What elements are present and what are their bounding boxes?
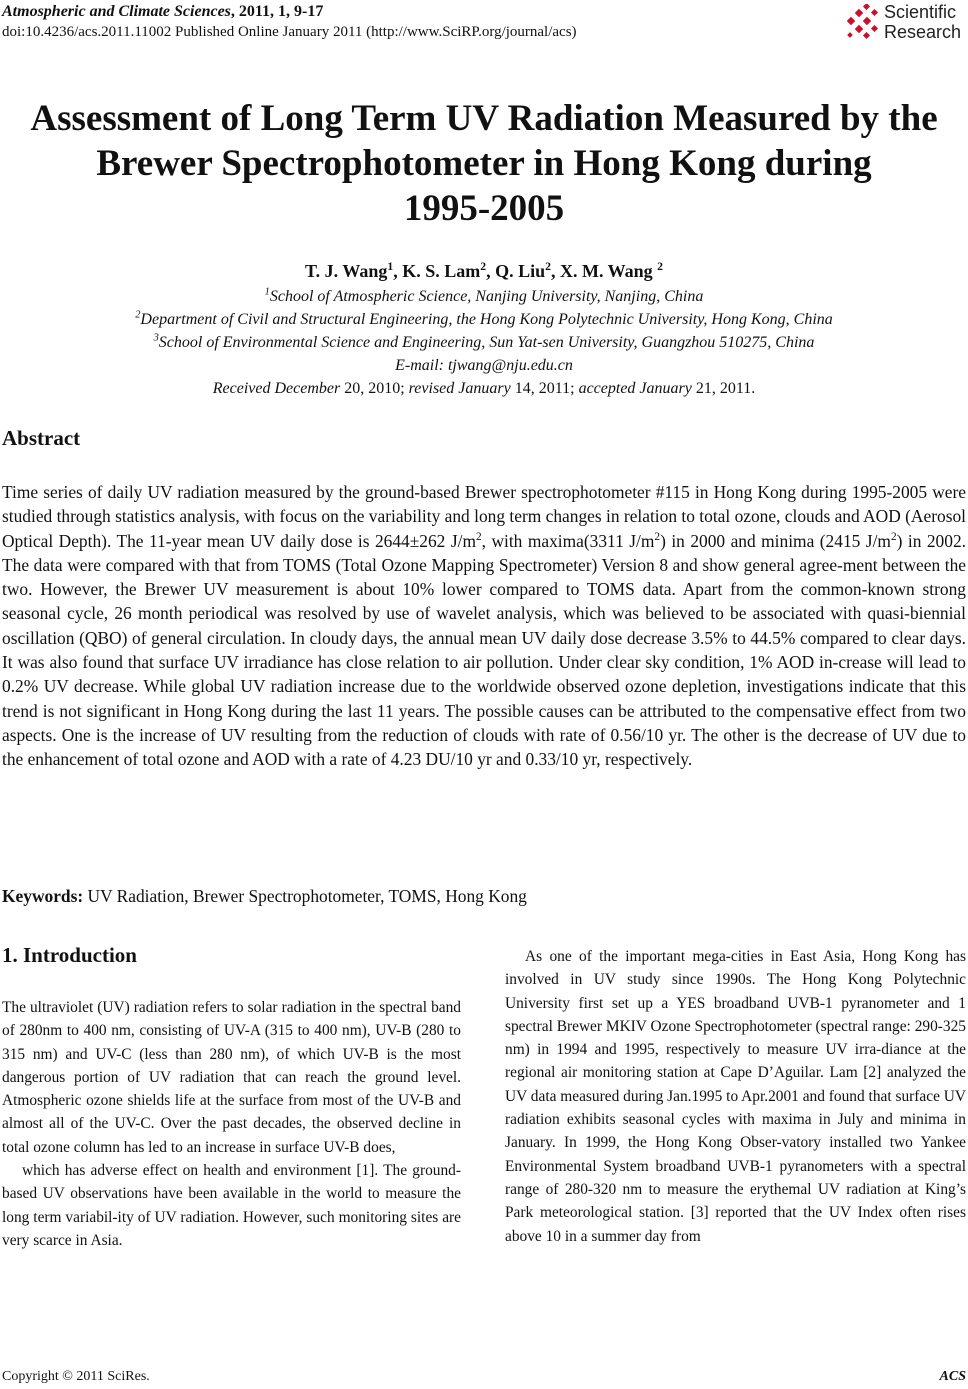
author-name: X. M. Wang [559,261,658,281]
paragraph: which has adverse effect on health and environment [1]. The ground-based UV observations have been available in the world to measure the long term variabil-ity of UV radiation. However, such monitoring sites are very scarce in Asia. [2,1162,461,1249]
paper-title [0,96,968,231]
footer-copyright: Copyright © 2011 SciRes. [2,1369,150,1384]
submission-dates: Received December 20, 2010; revised January 14, 2011; accepted January 21, 2011. [212,380,756,397]
section-heading-introduction: 1. Introduction [2,943,137,967]
email-address[interactable]: : tjwang@nju.edu.cn [438,357,573,374]
keywords [2,886,527,907]
doi-line: doi:10.4236/acs.2011.11002 Published Online January 2011 (http://www.SciRP.org/journal/acs) [2,24,577,40]
left-column [2,996,461,1252]
journal-name: Atmospheric and Climate Sciences [2,3,231,20]
email-line [0,356,968,376]
affiliation: $^1$School of Atmospheric Science, Nanjing University, Nanjing, China [264,286,704,305]
author-name: K. S. Lam [402,261,481,281]
author-name: T. J. Wang [305,261,388,281]
abstract-heading: Abstract [2,426,81,450]
author-name: Q. Liu [495,261,546,281]
footer-journal-abbr: ACS [939,1369,966,1384]
right-column [505,945,966,1248]
paragraph: The ultraviolet (UV) radiation refers to solar radiation in the spectral band of 280nm to 400 nm, consisting of UV-A (315 to 400 nm), UV-B (280 to 315 nm) and UV-C (less than 280 nm), of which UV-B is the most dangerous portion of UV radiation that can reach the ground level. Atmospheric ozone shields life at the surface from most of the UV-B and almost all of the UV-C. Over the past decades, the observed decline in total ozone column has led to an increase in surface UV-B does, [2,999,461,1156]
affiliation: $^2$Department of Civil and Structural Engineering, the Hong Kong Polytechnic University, Hong Kong, China [135,309,833,328]
publisher-logo [844,0,966,44]
title-line: Assessment of Long Term UV Radiation Measured by the [30,98,938,139]
abstract-text: Time series of daily UV radiation measured by the ground-based Brewer spectrophotometer #115 in Hong Kong during 1995-2005 were studied through statistics analysis, with focus on the variability and long term changes in relation to total ozone, clouds and AOD (Aerosol Optical Depth). The 11-year mean UV daily dose is 2644±262 $J/m^2$, with maxima(3311 $J/m^2$) in 2000 and minima (2415 $J/m^2$) in 2002. The data were compared with that from TOMS (Total Ozone Mapping Spectrometer) Version 8 and show general agree-ment between the two. However, the Brewer UV measurement is about 10% lower compared to TOMS data. Apart from the common-known strong seasonal cycle, 26 month periodical was resolved by use of wavelet analysis, which was believed to be associated with quasi-biennial oscillation (QBO) of general circulation. In cloudy days, the annual mean UV daily dose decrease 3.5% to 44.5% compared to clear days. It was also found that surface UV irradiance has close relation to air pollution. Under clear sky condition, 1% AOD in-crease will lead to 0.2% UV decrease. While global UV radiation increase due to the worldwide observed ozone depletion, investigations indicate that this trend is not significant in Hong Kong during the last 11 years. The possible causes can be attributed to the compensative effect from two aspects. One is the increase of UV resulting from the reduction of clouds with rate of 0.56/10 yr. The other is the decrease of UV due to the enhancement of total ozone and AOD with a rate of 4.23 DU/10 yr and 0.33/10 yr, respectively. [2,482,966,770]
title-line: 1995-2005 [403,188,565,229]
keywords-label: Keywords: [2,886,84,906]
paragraph: As one of the important mega-cities in East Asia, Hong Kong has involved in UV study since 1990s. The Hong Kong Polytechnic University first set up a YES broadband UVB-1 pyranometer and 1 spectral Brewer MKIV Ozone Spectrophotometer (spectral range: 290-325 nm) in 1994 and 1995, respectively to measure UV irra-diance at the regional air monitoring station at Cape D’Aguilar. Lam [2] analyzed the UV data measured during Jan.1995 to Apr.2001 and found that surface UV radiation exhibits seasonal cycles with maxima in July and minima in January. In 1999, the Hong Kong Obser-vatory installed two Yankee Environmental System broadband UVB-1 pyranometers with a spectral range of 280-320 nm to measure the erythemal UV radiation at King’s Park meteorological station. [3] reported that the UV Index often rises above 10 in a summer day from [505,948,966,1245]
title-line: Brewer Spectrophotometer in Hong Kong during [96,143,872,184]
logo-text-scientific: Scientific [884,2,957,22]
keywords-list: UV Radiation, Brewer Spectrophotometer, TOMS, Hong Kong [83,886,527,906]
scirp-logo-icon [844,4,884,44]
author-list: T. J. Wang$^1$, K. S. Lam$^2$, Q. Liu$^2$, X. M. Wang $^2$ [305,260,663,281]
affiliation: $^3$School of Environmental Science and Engineering, Sun Yat-sen University, Guangzhou 510275, China [153,332,815,351]
email-label: E-mail [395,357,439,374]
journal-header [2,2,323,22]
journal-issue: , 2011, 1, 9-17 [230,3,324,20]
logo-text-research: Research [884,22,962,42]
